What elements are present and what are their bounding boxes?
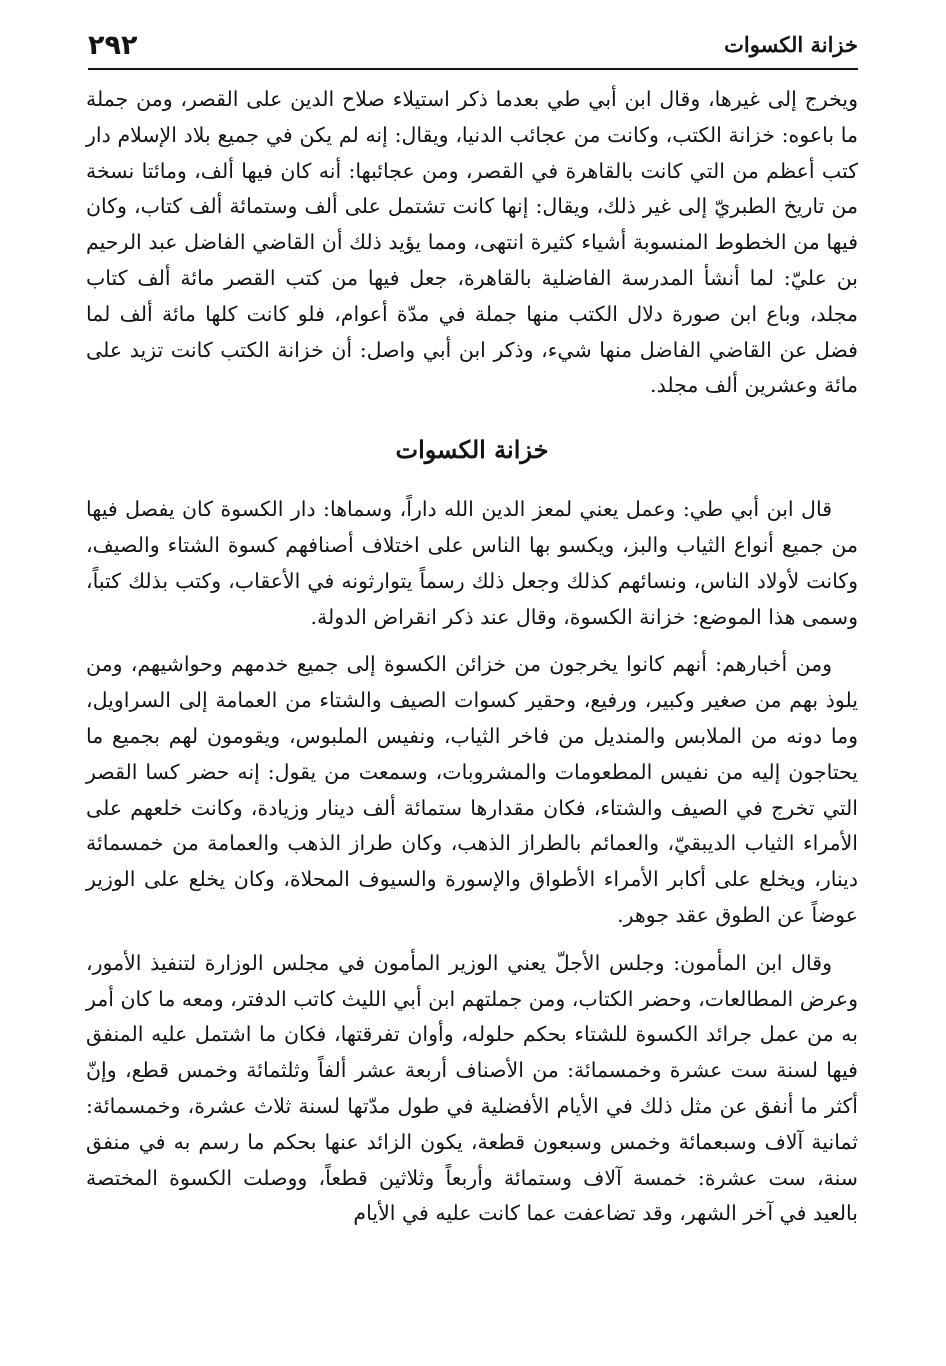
paragraph-3: ومن أخبارهم: أنهم كانوا يخرجون من خزائن الكسوة إلى جميع خدمهم وحواشيهم، ومن يلوذ بهم من صغير وكبير، ورفيع، وحقير كسوات الصيف والشتاء من العمامة إلى السراويل، وما دونه من الملابس والمنديل من فاخر الثياب، ونفيس الملبوس، ويقومون لهم بجميع ما يحتاجون إليه من نفيس المطعومات والمشروبات، وسمعت من يقول: إنه حضر كسا القصر التي تخرج في الصيف والشتاء، فكان مقدارها ستمائة ألف دينار وزيادة، وكانت خلعهم على الأمراء الثياب الديبقيّ، والعمائم بالطراز الذهب، وكان طراز الذهب والعمامة من خمسمائة دينار، ويخلع على أكابر الأمراء الأطواق والإسورة والسيوف المحلاة، وكان يخلع على الوزير عوضاً عن الطوق عقد جوهر.: [86, 652, 858, 927]
running-header: [88, 26, 858, 70]
running-title: خزانة الكسوات: [724, 32, 858, 57]
page-number: ٢٩٢: [88, 30, 138, 61]
header-divider: [88, 68, 858, 70]
paragraph-2: قال ابن أبي طي: وعمل يعني لمعز الدين الله داراً، وسماها: دار الكسوة كان يفصل فيها من جميع أنواع الثياب والبز، ويكسو بها الناس على اختلاف أصنافهم كسوة الشتاء والصيف، وكانت لأولاد الناس، ونسائهم كذلك وجعل ذلك رسماً يتوارثونه في الأعقاب، وكتب بذلك كتباً، وسمى هذا الموضع: خزانة الكسوة، وقال عند ذكر انقراض الدولة.: [86, 497, 858, 629]
paragraph-1: ويخرج إلى غيرها، وقال ابن أبي طي بعدما ذكر استيلاء صلاح الدين على القصر، ومن جملة ما باعوه: خزانة الكتب، وكانت من عجائب الدنيا، ويقال: إنه لم يكن في جميع بلاد الإسلام دار كتب أعظم من التي كانت بالقاهرة في القصر، ومن عجائبها: أنه كان فيها ألف، ومائتا نسخة من تاريخ الطبريّ إلى غير ذلك، ويقال: إنها كانت تشتمل على ألف وستمائة ألف كتاب، وكان فيها من الخطوط المنسوبة أشياء كثيرة انتهى، ومما يؤيد ذلك أن القاضي الفاضل عبد الرحيم بن عليّ: لما أنشأ المدرسة الفاضلية بالقاهرة، جعل فيها من كتب القصر مائة ألف كتاب مجلد، وباع ابن صورة دلال الكتب منها جملة في مدّة أعوام، فلو كانت كلها مائة ألف لما فضل عن القاضي الفاضل منها شيء، وذكر ابن أبي واصل: أن خزانة الكتب كانت تزيد على مائة وعشرين ألف مجلد.: [86, 87, 858, 398]
paragraph-4: وقال ابن المأمون: وجلس الأجلّ يعني الوزير المأمون في مجلس الوزارة لتنفيذ الأمور، وعرض المطالعات، وحضر الكتاب، ومن جملتهم ابن أبي الليث كاتب الدفتر، ومعه ما كان أمر به من عمل جرائد الكسوة للشتاء بحكم حلوله، وأوان تفرقتها، فكان ما اشتمل عليه المنفق فيها لسنة ست عشرة وخمسمائة: من الأصناف أربعة عشر ألفاً وثلثمائة وخمس قطع، وإنّ أكثر ما أنفق عن مثل ذلك في الأيام الأفضلية في طول مدّتها لسنة ثلاث عشرة، وخمسمائة: ثمانية آلاف وسبعمائة وخمس وسبعون قطعة، يكون الزائد عنها بحكم ما رسم به في منفق سنة، ست عشرة: خمسة آلاف وستمائة وأربعاً وثلاثين قطعاً، ووصلت الكسوة المختصة بالعيد في آخر الشهر، وقد تضاعفت عما كانت عليه في الأيام: [86, 950, 858, 1226]
body-text: [86, 82, 858, 1232]
section-heading: خزانة الكسوات: [395, 435, 549, 465]
